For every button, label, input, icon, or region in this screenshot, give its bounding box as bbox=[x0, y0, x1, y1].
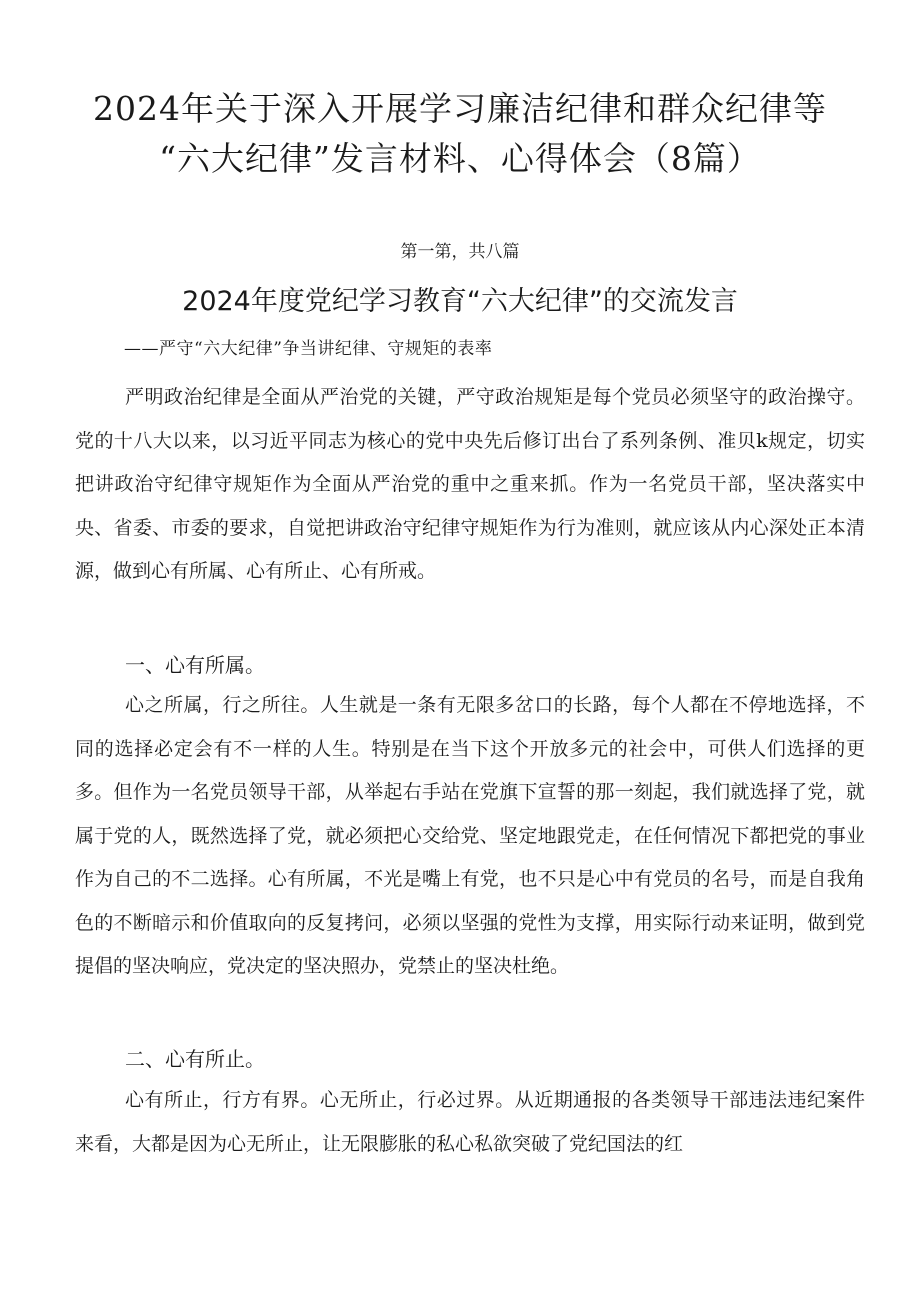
paragraph-section-1: 心之所属，行之所往。人生就是一条有无限多岔口的长路，每个人都在不停地选择，不同的选择必定会有不一样的人生。特别是在当下这个开放多元的社会中，可供人们选择的更多。但作为一名党员领导干部，从举起右手站在党旗下宣誓的那一刻起，我们就选择了党，就属于党的人，既然选择了党，就必须把心交给党、坚定地跟党走，在任何情况下都把党的事业作为自己的不二选择。心有所属，不光是嘴上有党，也不只是心中有党员的名号，而是自我角色的不断暗示和价值取向的反复拷问，必须以坚强的党性为支撑，用实际行动来证明，做到党提倡的坚决响应，党决定的坚决照办，党禁止的坚决杜绝。 bbox=[75, 694, 865, 977]
document-title-line-1: 2024年关于深入开展学习廉洁纪律和群众纪律等 bbox=[93, 89, 827, 128]
section-heading-2: 二、心有所止。 bbox=[125, 1047, 265, 1071]
section-heading-1: 一、心有所属。 bbox=[125, 653, 265, 677]
paragraph-intro: 严明政治纪律是全面从严治党的关键，严守政治规矩是每个党员必须坚守的政治操守。党的十八大以来，以习近平同志为核心的党中央先后修订出台了系列条例、准贝k规定，切实把讲政治守纪律守规矩作为全面从严治党的重中之重来抓。作为一名党员干部，坚决落实中央、省委、市委的要求，自觉把讲政治守纪律守规矩作为行为准则，就应该从内心深处正本清源，做到心有所属、心有所止、心有所戒。 bbox=[75, 386, 865, 582]
article-title: 2024年度党纪学习教育“六大纪律”的交流发言 bbox=[182, 286, 738, 317]
document-title-line-2: “六大纪律”发言材料、心得体会（8篇） bbox=[159, 139, 761, 178]
article-subtitle: ——严守“六大纪律”争当讲纪律、守规矩的表率 bbox=[124, 339, 493, 359]
paragraph-section-2: 心有所止，行方有界。心无所止，行必过界。从近期通报的各类领导干部违法违纪案件来看，大都是因为心无所止，让无限膨胀的私心私欲突破了党纪国法的红 bbox=[75, 1089, 865, 1155]
part-label: 第一第，共八篇 bbox=[400, 242, 520, 262]
